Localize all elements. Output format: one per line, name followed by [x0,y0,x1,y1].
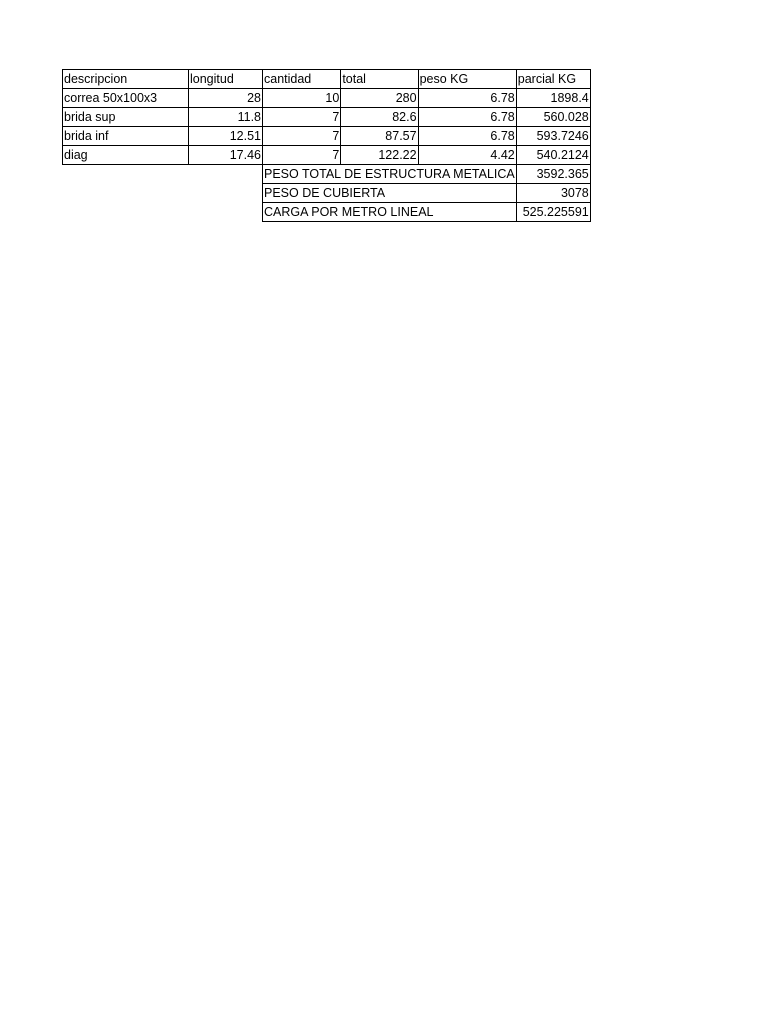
cell-longitud[interactable]: 12.51 [189,127,263,146]
cell-descripcion[interactable]: diag [63,146,189,165]
summary-label[interactable]: CARGA POR METRO LINEAL [263,203,517,222]
cell-cantidad[interactable]: 7 [263,146,341,165]
cell-peso-kg[interactable]: 6.78 [418,108,516,127]
header-cell-peso-kg[interactable]: peso KG [418,70,516,89]
spreadsheet-table [62,69,591,222]
cell-parcial-kg[interactable]: 540.2124 [516,146,590,165]
table-row [63,108,591,127]
table-row [63,146,591,165]
cell-descripcion[interactable]: brida inf [63,127,189,146]
cell-peso-kg[interactable]: 4.42 [418,146,516,165]
cell-cantidad[interactable]: 7 [263,108,341,127]
summary-value[interactable]: 525.225591 [516,203,590,222]
cell-peso-kg[interactable]: 6.78 [418,89,516,108]
cell-total[interactable]: 122.22 [341,146,418,165]
cell-total[interactable]: 82.6 [341,108,418,127]
header-cell-cantidad[interactable]: cantidad [263,70,341,89]
cell-cantidad[interactable]: 7 [263,127,341,146]
cell-peso-kg[interactable]: 6.78 [418,127,516,146]
header-cell-longitud[interactable]: longitud [189,70,263,89]
summary-label[interactable]: PESO TOTAL DE ESTRUCTURA METALICA [263,165,517,184]
summary-value[interactable]: 3078 [516,184,590,203]
summary-value[interactable]: 3592.365 [516,165,590,184]
cell-cantidad[interactable]: 10 [263,89,341,108]
cell-longitud[interactable]: 28 [189,89,263,108]
summary-row-peso-cubierta [63,184,591,203]
cell-total[interactable]: 87.57 [341,127,418,146]
header-cell-total[interactable]: total [341,70,418,89]
summary-label[interactable]: PESO DE CUBIERTA [263,184,517,203]
cell-parcial-kg[interactable]: 560.028 [516,108,590,127]
summary-row-peso-total [63,165,591,184]
cell-total[interactable]: 280 [341,89,418,108]
cell-descripcion[interactable]: correa 50x100x3 [63,89,189,108]
cell-parcial-kg[interactable]: 1898.4 [516,89,590,108]
empty-cell[interactable] [63,165,263,184]
header-cell-descripcion[interactable]: descripcion [63,70,189,89]
header-row [63,70,591,89]
table-row [63,127,591,146]
cell-descripcion[interactable]: brida sup [63,108,189,127]
header-cell-parcial-kg[interactable]: parcial KG [516,70,590,89]
empty-cell[interactable] [63,184,263,203]
table-row [63,89,591,108]
cell-parcial-kg[interactable]: 593.7246 [516,127,590,146]
cell-longitud[interactable]: 11.8 [189,108,263,127]
empty-cell[interactable] [63,203,263,222]
cell-longitud[interactable]: 17.46 [189,146,263,165]
summary-row-carga-metro-lineal [63,203,591,222]
